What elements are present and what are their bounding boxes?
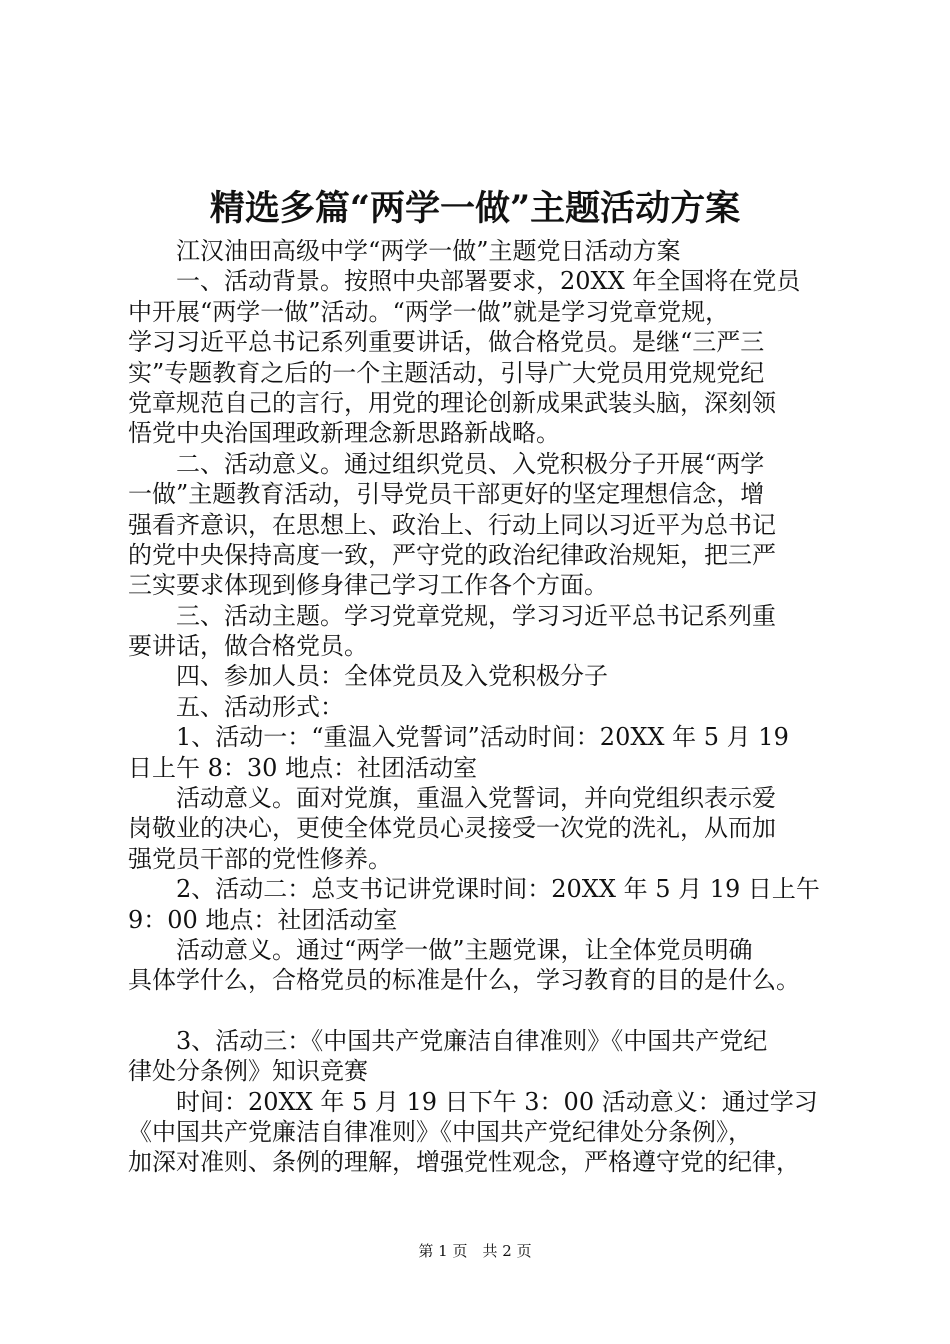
paragraph-gap xyxy=(128,996,840,1026)
body-line: 加深对准则、条例的理解，增强党性观念，严格遵守党的纪律， xyxy=(128,1148,800,1177)
body-line: 悟党中央治国理政新理念新思路新战略。 xyxy=(128,419,560,448)
body-line: 三、活动主题。学习党章党规，学习习近平总书记系列重 xyxy=(128,601,776,630)
body-line: 要讲话，做合格党员。 xyxy=(128,632,368,661)
body-line: 律处分条例》知识竞赛 xyxy=(128,1057,368,1086)
body-line: 《中国共产党廉洁自律准则》《中国共产党纪律处分条例》， xyxy=(128,1117,752,1146)
body-line: 实”专题教育之后的一个主题活动，引导广大党员用党规党纪 xyxy=(128,358,765,387)
body-line: 学习习近平总书记系列重要讲话，做合格党员。是继“三严三 xyxy=(128,328,765,357)
body-line: 3、活动三：《中国共产党廉洁自律准则》《中国共产党纪 xyxy=(128,1026,768,1055)
body-line: 三实要求体现到修身律己学习工作各个方面。 xyxy=(128,571,608,600)
body-line: 活动意义。面对党旗，重温入党誓词，并向党组织表示爱 xyxy=(128,784,776,813)
body-line: 日上午 8：30 地点：社团活动室 xyxy=(128,753,478,782)
body-line: 岗敬业的决心，更使全体党员心灵接受一次党的洗礼，从而加 xyxy=(128,814,776,843)
body-line: 1、活动一：“重温入党誓词”活动时间：20XX 年 5 月 19 xyxy=(128,723,789,752)
body-line: 强看齐意识，在思想上、政治上、行动上同以习近平为总书记 xyxy=(128,510,776,539)
page-footer: 第 1 页 共 2 页 xyxy=(418,1242,532,1260)
body-line: 一做”主题教育活动，引导党员干部更好的坚定理想信念，增 xyxy=(128,480,765,509)
body-line: 中开展“两学一做”活动。“两学一做”就是学习党章党规， xyxy=(128,297,730,326)
body-line: 一、活动背景。按照中央部署要求，20XX 年全国将在党员 xyxy=(128,267,801,296)
document-title: 精选多篇“两学一做”主题活动方案 xyxy=(209,188,741,229)
body-line: 的党中央保持高度一致，严守党的政治纪律政治规矩，把三严 xyxy=(128,540,776,569)
body-line: 具体学什么，合格党员的标准是什么，学习教育的目的是什么。 xyxy=(128,966,800,995)
body-line: 五、活动形式： xyxy=(128,692,344,721)
body-line: 江汉油田高级中学“两学一做”主题党日活动方案 xyxy=(128,237,681,265)
body-line: 9：00 地点：社团活动室 xyxy=(128,905,398,934)
body-line: 四、参加人员：全体党员及入党积极分子 xyxy=(128,662,608,691)
body-line: 党章规范自己的言行，用党的理论创新成果武装头脑，深刻领 xyxy=(128,388,776,417)
body-line: 强党员干部的党性修养。 xyxy=(128,844,392,873)
body-line: 时间：20XX 年 5 月 19 日下午 3：00 活动意义：通过学习 xyxy=(128,1087,818,1116)
body-line: 二、活动意义。通过组织党员、入党积极分子开展“两学 xyxy=(128,449,765,478)
body-line: 2、活动二：总支书记讲党课时间：20XX 年 5 月 19 日上午 xyxy=(128,875,820,904)
body-line: 活动意义。通过“两学一做”主题党课，让全体党员明确 xyxy=(128,935,753,964)
document-body xyxy=(128,236,840,1178)
